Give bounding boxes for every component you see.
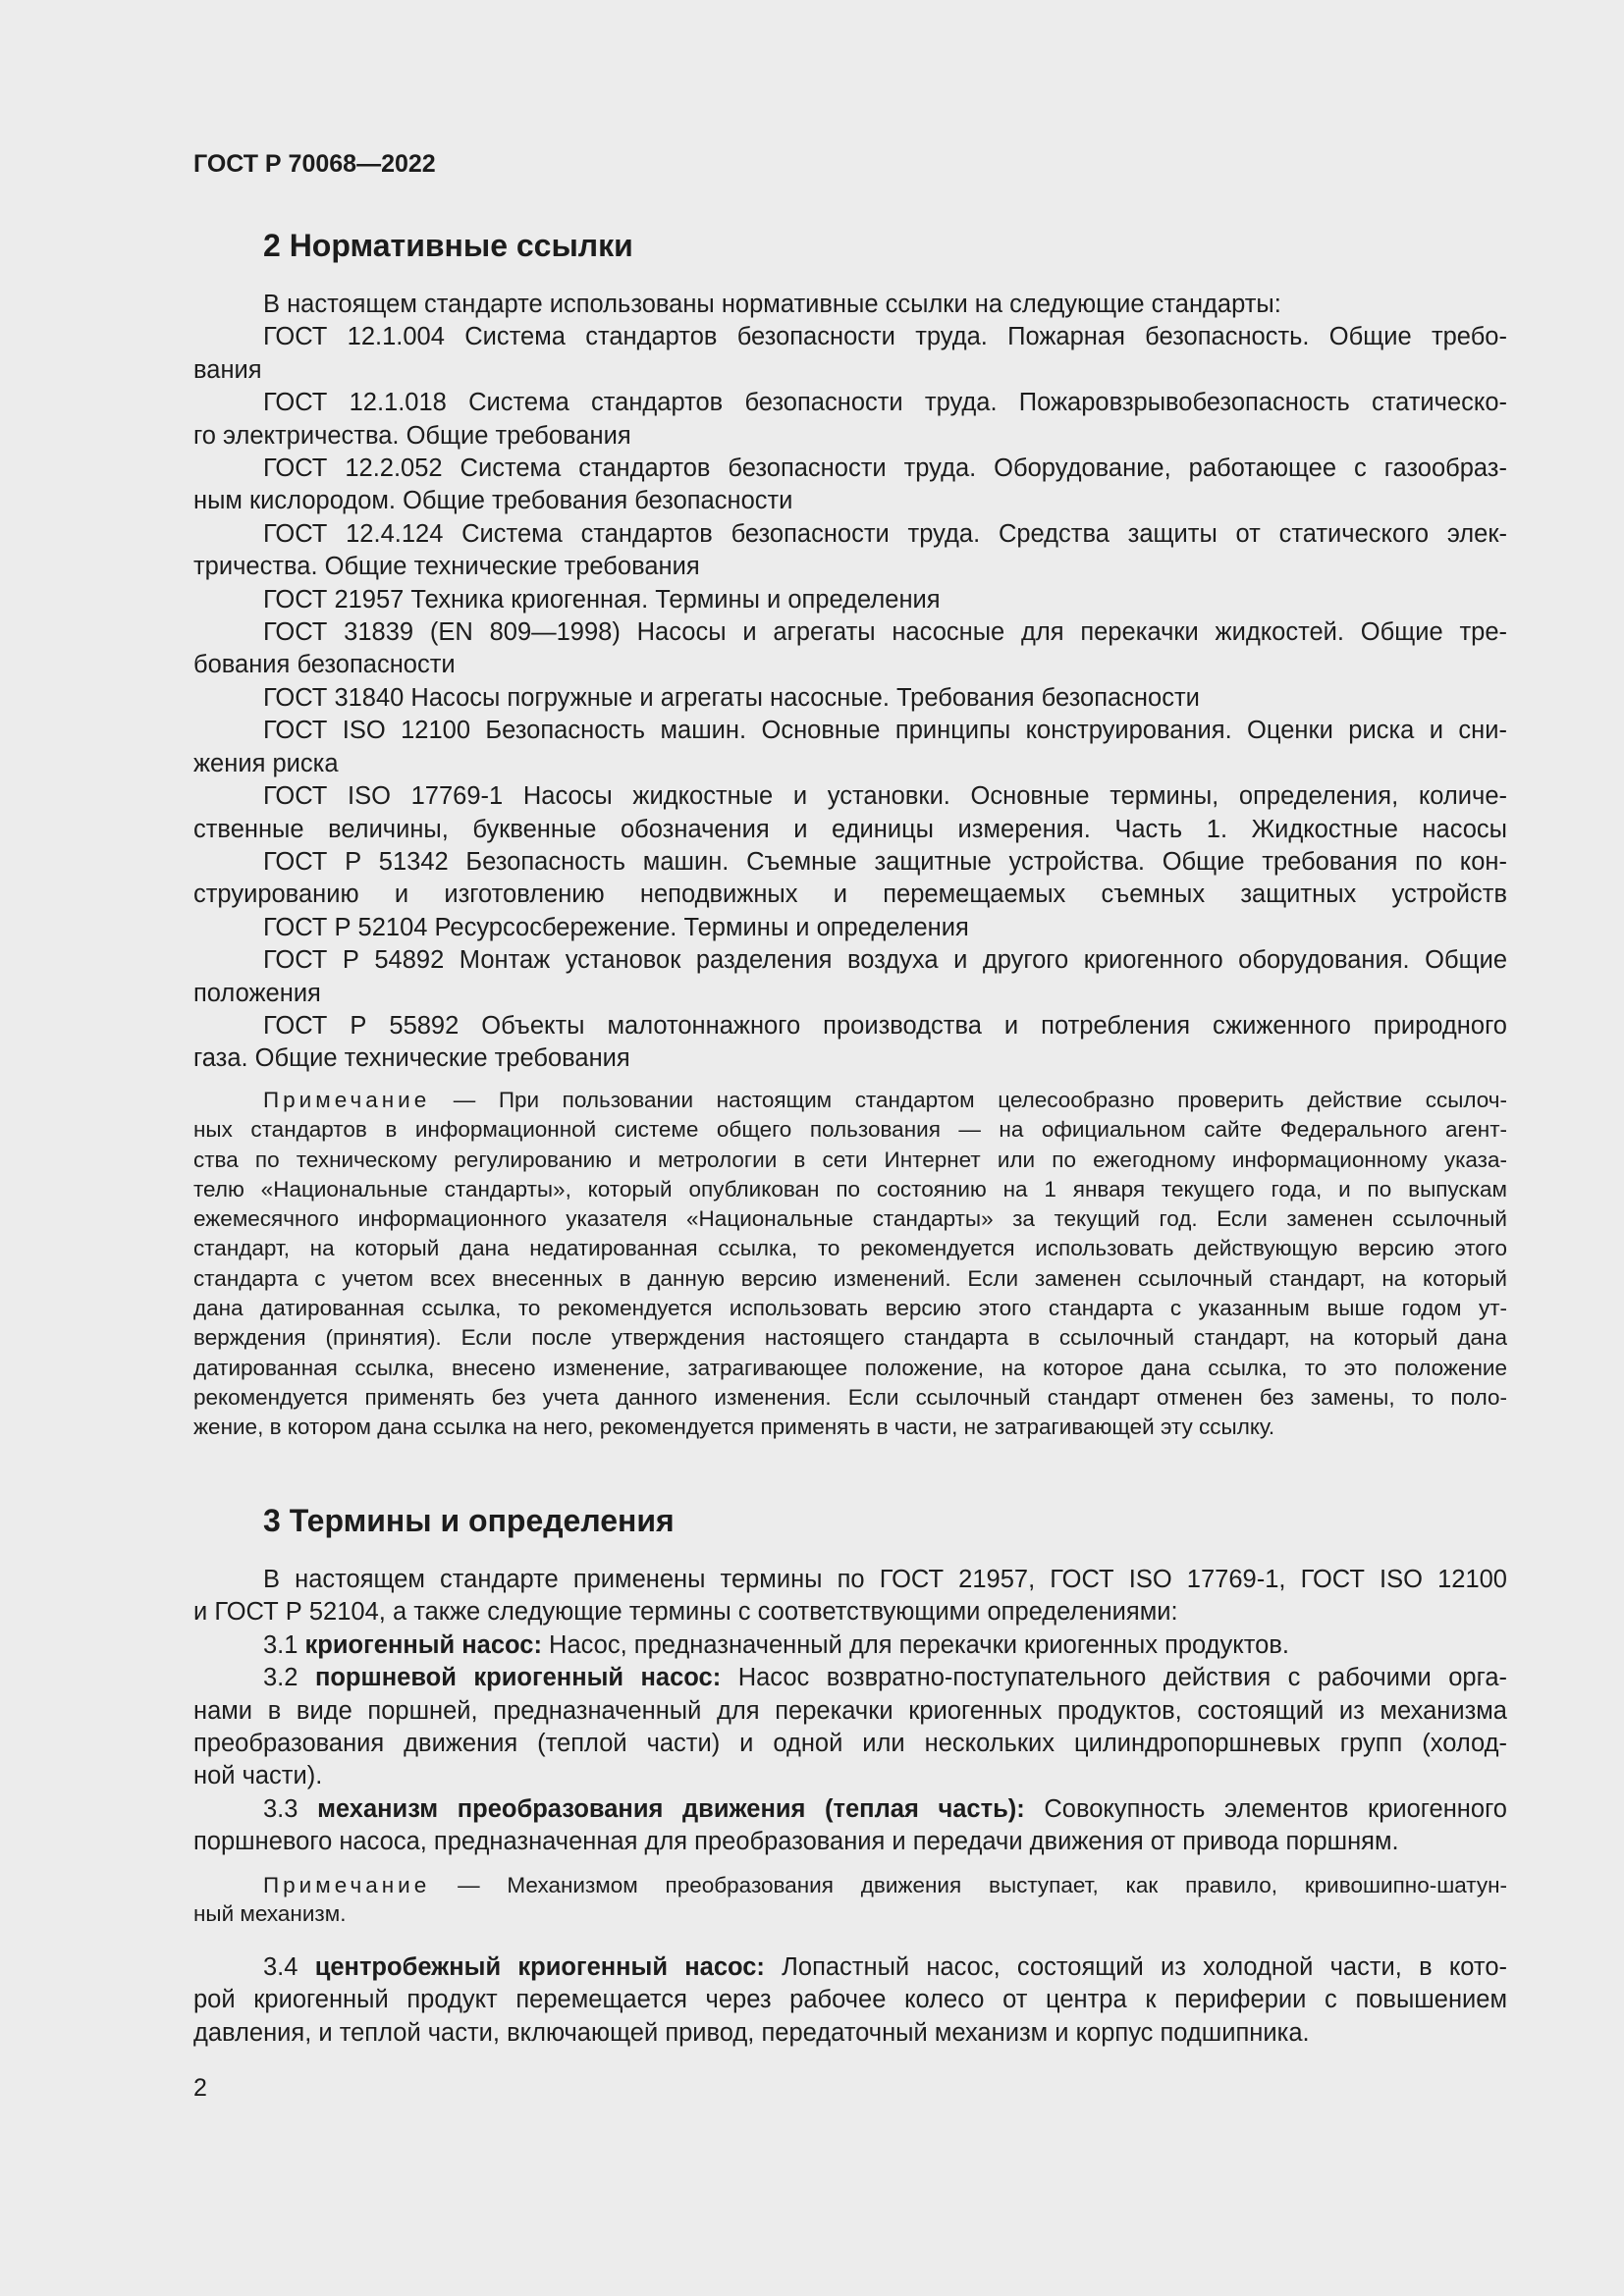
text-line: нами в виде поршней, предназначенный для перекачки криогенных продуктов, состоящий из механизма xyxy=(193,1696,1507,1725)
section-2-note xyxy=(193,1086,1507,1443)
text-line: ГОСТ 31839 (EN 809—1998) Насосы и агрегаты насосные для перекачки жидкостей. Общие тре- xyxy=(263,618,1507,647)
term-name: центробежный криогенный насос: xyxy=(314,1953,765,1981)
text-line: ГОСТ Р 54892 Монтаж установок разделения воздуха и другого криогенного оборудования. Общие xyxy=(263,946,1507,975)
text-line: газа. Общие технические требования xyxy=(193,1044,630,1073)
term-3-3: 3.3 механизм преобразования движения (теплая часть): Совокупность элементов криогенного xyxy=(263,1794,1507,1823)
document-header: ГОСТ Р 70068—2022 xyxy=(193,150,436,178)
note-line: телю «Национальные стандарты», который опубликован по состоянию на 1 января текущего года, и по выпускам xyxy=(193,1176,1507,1201)
text-line: ГОСТ 12.4.124 Система стандартов безопасности труда. Средства защиты от статического элек- xyxy=(263,519,1507,548)
text-line: ГОСТ Р 55892 Объекты малотоннажного производства и потребления сжиженного природного xyxy=(263,1011,1507,1040)
text-line: положения xyxy=(193,979,321,1007)
note-line: Примечание — При пользовании настоящим стандартом целесообразно проверить действие ссылоч- xyxy=(263,1088,1507,1112)
section-3-title: 3 Термины и определения xyxy=(263,1503,675,1538)
text-line: преобразования движения (теплой части) и одной или нескольких цилиндропоршневых групп (холод- xyxy=(193,1730,1507,1758)
text-line: вания xyxy=(193,355,262,384)
text-line: и ГОСТ Р 52104, а также следующие термины с соответствующими определениями: xyxy=(193,1598,1178,1627)
text-line: В настоящем стандарте использованы нормативные ссылки на следующие стандарты: xyxy=(263,291,1281,318)
text-line: бования безопасности xyxy=(193,651,456,679)
text-line: ной части). xyxy=(193,1762,323,1790)
section-2-title: 2 Нормативные ссылки xyxy=(263,228,633,263)
text-line: ГОСТ 31840 Насосы погружные и агрегаты насосные. Требования безопасности xyxy=(263,683,1200,712)
text-line: ГОСТ Р 51342 Безопасность машин. Съемные защитные устройства. Общие требования по кон- xyxy=(263,847,1507,876)
note-line: верждения (принятия). Если после утверждения настоящего стандарта в ссылочный стандарт, на который дана xyxy=(193,1325,1507,1351)
text-line: давления, и теплой части, включающей привод, передаточный механизм и корпус подшипника. xyxy=(193,2018,1310,2047)
text-line: ГОСТ ISO 17769-1 Насосы жидкостные и установки. Основные термины, определения, количе- xyxy=(263,782,1507,811)
note-line: датированная ссылка, внесено изменение, затрагивающее положение, на которое дана ссылка, то это положение xyxy=(193,1355,1507,1380)
text-line: ГОСТ Р 52104 Ресурсосбережение. Термины и определения xyxy=(263,913,969,941)
text-line: ным кислородом. Общие требования безопасности xyxy=(193,487,793,515)
note-line: ства по техническому регулированию и метрологии в сети Интернет или по ежегодному информационному указа- xyxy=(193,1147,1507,1172)
text-line: ГОСТ 12.1.004 Система стандартов безопасности труда. Пожарная безопасность. Общие требо- xyxy=(263,323,1507,351)
note-line: стандарт, на который дана недатированная ссылка, то рекомендуется использовать действующую версию этого xyxy=(193,1236,1507,1261)
note-line: Примечание — Механизмом преобразования движения выступает, как правило, кривошипно-шатун- xyxy=(263,1873,1507,1897)
section-3-note xyxy=(193,1871,1507,1928)
text-line: ГОСТ ISO 12100 Безопасность машин. Основные принципы конструирования. Оценки риска и сни- xyxy=(263,717,1507,745)
text-line: ственные величины, буквенные обозначения и единицы измерения. Часть 1. Жидкостные насосы xyxy=(193,815,1507,843)
text-line: В настоящем стандарте применены термины по ГОСТ 21957, ГОСТ ISO 17769-1, ГОСТ ISO 12100 xyxy=(263,1566,1507,1593)
text-line: ГОСТ 12.1.018 Система стандартов безопасности труда. Пожаровзрывобезопасность статическо- xyxy=(263,389,1507,417)
section-2-references xyxy=(193,289,1507,1076)
term-3-4: 3.4 центробежный криогенный насос: Лопастный насос, состоящий из холодной части, в кото- xyxy=(263,1953,1507,1981)
text-line: тричества. Общие технические требования xyxy=(193,553,700,581)
text-line: жения риска xyxy=(193,749,339,777)
note-line: рекомендуется применять без учета данного изменения. Если ссылочный стандарт отменен без замены, то поло- xyxy=(193,1384,1507,1410)
term-name: поршневой криогенный насос: xyxy=(314,1664,722,1692)
note-line: стандарта с учетом всех внесенных в данную версию изменений. Если заменен ссылочный стандарт, на который xyxy=(193,1265,1507,1291)
text-line: ГОСТ 12.2.052 Система стандартов безопасности труда. Оборудование, работающее с газообраз- xyxy=(263,454,1507,483)
text-line: рой криогенный продукт перемещается через рабочее колесо от центра к периферии с повышением xyxy=(193,1986,1507,2014)
note-line: ный механизм. xyxy=(193,1901,347,1926)
term-name: механизм преобразования движения (теплая часть): xyxy=(317,1794,1025,1823)
text-line: струированию и изготовлению неподвижных и перемещаемых съемных защитных устройств xyxy=(193,881,1507,909)
note-label: Примечание xyxy=(263,1088,431,1112)
section-3-intro xyxy=(193,1564,1507,1859)
note-label: Примечание xyxy=(263,1873,431,1897)
text-line: ГОСТ 21957 Техника криогенная. Термины и определения xyxy=(263,585,941,614)
term-3-2: 3.2 поршневой криогенный насос: Насос возвратно-поступательного действия с рабочими орга- xyxy=(263,1664,1507,1692)
note-line: ежемесячного информационного указателя «Национальные стандарты» за текущий год. Если заменен ссылочный xyxy=(193,1206,1507,1232)
section-3-term-3-4 xyxy=(193,1951,1507,2050)
term-name: криогенный насос: xyxy=(304,1630,542,1659)
text-line: поршневого насоса, предназначенная для преобразования и передачи движения от привода поршням. xyxy=(193,1828,1399,1856)
note-line: дана датированная ссылка, то рекомендуется использовать версию этого стандарта с указанным выше годом ут- xyxy=(193,1296,1507,1321)
page-number: 2 xyxy=(193,2074,207,2102)
note-line: ных стандартов в информационной системе общего пользования — на официальном сайте Федерального агент- xyxy=(193,1117,1507,1143)
term-3-1: 3.1 криогенный насос: Насос, предназначенный для перекачки криогенных продуктов. xyxy=(263,1630,1289,1659)
note-line: жение, в котором дана ссылка на него, рекомендуется применять в части, не затрагивающей эту ссылку. xyxy=(193,1415,1275,1440)
text-line: го электричества. Общие требования xyxy=(193,421,631,450)
